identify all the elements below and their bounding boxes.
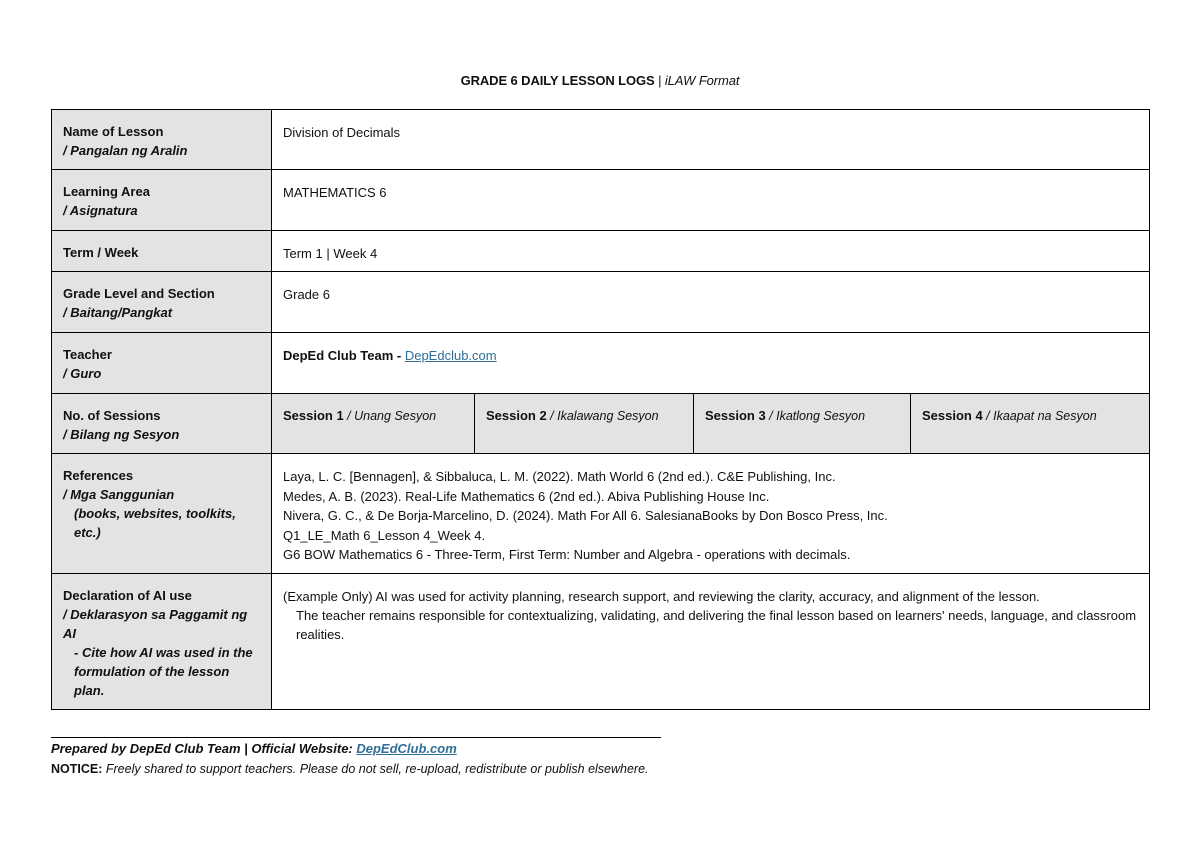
label-tl: / Deklarasyon sa Paggamit ng AI xyxy=(63,607,248,641)
session-label-tl: / Ikalawang Sesyon xyxy=(546,409,659,423)
session-label-tl: / Ikatlong Sesyon xyxy=(765,409,866,423)
row-ai-declaration xyxy=(52,574,1150,710)
label-tl: / Guro xyxy=(63,366,102,381)
value-teacher xyxy=(272,333,1150,394)
value-references xyxy=(272,454,1150,574)
value-ai-declaration xyxy=(272,574,1150,710)
label-en: Term / Week xyxy=(63,245,139,260)
session-label: Session 1 xyxy=(283,408,344,423)
teacher-name: DepEd Club Team - xyxy=(283,348,405,363)
session-label: Session 4 xyxy=(922,408,983,423)
label-term-week xyxy=(52,231,272,272)
row-grade-level xyxy=(52,272,1150,333)
notice-label: NOTICE: xyxy=(51,762,103,776)
footer-divider xyxy=(51,737,661,738)
label-en: Grade Level and Section xyxy=(63,286,215,301)
label-en: No. of Sessions xyxy=(63,408,161,423)
session-label-tl: / Ikaapat na Sesyon xyxy=(982,409,1097,423)
label-tl: / Bilang ng Sesyon xyxy=(63,427,180,442)
reference-line: Medes, A. B. (2023). Real-Life Mathematics 6 (2nd ed.). Abiva Publishing House Inc. xyxy=(283,488,770,504)
teacher-website-link[interactable]: DepEdclub.com xyxy=(404,348,497,363)
notice xyxy=(51,762,649,776)
label-lesson-name xyxy=(52,110,272,170)
row-lesson-name xyxy=(52,110,1150,170)
row-teacher xyxy=(52,333,1150,394)
label-tl: / Mga Sanggunian xyxy=(63,487,175,502)
session-label: Session 3 xyxy=(705,408,766,423)
official-website-link[interactable]: DepEdClub.com xyxy=(356,741,457,756)
label-note: (books, websites, toolkits, etc.) xyxy=(74,506,236,540)
value-lesson-name: Division of Decimals xyxy=(272,110,1150,170)
lesson-log-table xyxy=(51,109,1150,710)
label-ai-declaration xyxy=(52,574,272,710)
label-en: Teacher xyxy=(63,347,112,362)
prepared-text: Prepared by DepEd Club Team | Official Website: xyxy=(51,741,357,756)
session-1 xyxy=(272,394,475,454)
label-note: - Cite how AI was used in the formulation of the lesson plan. xyxy=(74,645,253,698)
session-4 xyxy=(911,394,1150,454)
title-italic: iLAW Format xyxy=(664,73,740,88)
label-references xyxy=(52,454,272,574)
reference-line: G6 BOW Mathematics 6 - Three-Term, First Term: Number and Algebra - operations with decimals. xyxy=(283,547,851,562)
page-title xyxy=(0,73,1200,88)
row-references xyxy=(52,454,1150,574)
row-sessions xyxy=(52,394,1150,454)
label-en: Learning Area xyxy=(63,184,150,199)
label-learning-area xyxy=(52,170,272,231)
reference-line: Q1_LE_Math 6_Lesson 4_Week 4. xyxy=(283,527,486,543)
notice-text: Freely shared to support teachers. Please do not sell, re-upload, redistribute or publish elsewhere. xyxy=(102,762,649,776)
session-label: Session 2 xyxy=(486,408,547,423)
row-term-week xyxy=(52,231,1150,272)
value-grade-level: Grade 6 xyxy=(272,272,1150,333)
label-sessions xyxy=(52,394,272,454)
label-en: References xyxy=(63,468,134,483)
label-tl: / Pangalan ng Aralin xyxy=(63,143,188,158)
reference-line: Nivera, G. C., & De Borja-Marcelino, D. (2024). Math For All 6. SalesianaBooks by Don Bosco Press, Inc. xyxy=(283,508,888,523)
label-grade-level xyxy=(52,272,272,333)
value-term-week: Term 1 | Week 4 xyxy=(272,231,1150,272)
label-teacher xyxy=(52,333,272,394)
title-bold: GRADE 6 DAILY LESSON LOGS xyxy=(460,73,655,88)
ai-text-continued: The teacher remains responsible for contextualizing, validating, and delivering the final lesson based on learners' needs, language, and classroom realities. xyxy=(296,608,1137,642)
reference-line: Laya, L. C. [Bennagen], & Sibbaluca, L. M. (2022). Math World 6 (2nd ed.). C&E Publishing, Inc. xyxy=(283,469,836,484)
label-tl: / Asignatura xyxy=(63,203,138,218)
title-separator: | xyxy=(654,73,665,88)
ai-text-first: (Example Only) AI was used for activity planning, research support, and reviewing the clarity, accuracy, and alignment of the lesson. xyxy=(283,589,1040,604)
prepared-by xyxy=(51,741,457,756)
value-learning-area: MATHEMATICS 6 xyxy=(272,170,1150,231)
session-label-tl: / Unang Sesyon xyxy=(343,409,437,423)
session-3 xyxy=(694,394,911,454)
label-en: Declaration of AI use xyxy=(63,588,192,603)
label-en: Name of Lesson xyxy=(63,124,164,139)
row-learning-area xyxy=(52,170,1150,231)
label-tl: / Baitang/Pangkat xyxy=(63,305,173,320)
session-2 xyxy=(475,394,694,454)
